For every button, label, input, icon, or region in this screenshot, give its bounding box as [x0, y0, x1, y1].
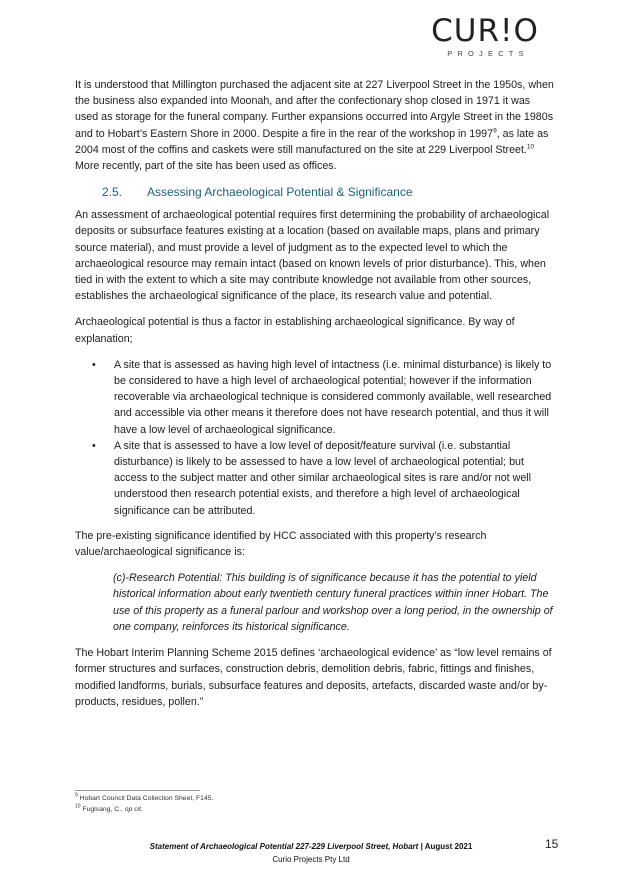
- section-number: 2.5.: [102, 185, 123, 200]
- footnote-ref-9[interactable]: 9: [493, 127, 497, 135]
- footnote-10: $^{10}$ Fuglsang, C., op cit.: [75, 803, 143, 813]
- section-title: Assessing Archaeological Potential & Significance: [147, 185, 413, 200]
- footnote-divider: [75, 790, 200, 791]
- footer-date: August 2021: [424, 842, 473, 851]
- paragraph-potential: Archaeological potential is thus a factor in establishing archaeological significance. By way of explanation;: [75, 316, 515, 345]
- footnote-ref-10[interactable]: 10: [526, 143, 535, 151]
- logo-wordmark: CUR!O: [431, 13, 539, 49]
- page-footer: [0, 840, 622, 866]
- list-item: • A site that is assessed as having high level of intactness (i.e. minimal disturbance) is likely to be considered to have a high level of archaeological potential; however if the information recoverable via archaeological technique is considered commonly available, well researched and accessible via other means it therefore does not have research potential, and thus it will have a low level of archaeological significance.: [92, 358, 552, 436]
- paragraph-history: It is understood that Millington purchased the adjacent site at 227 Liverpool Street in the 1950s, when the business also expanded into Moonah, and after the confectionary shop closed in 1971 it was used as storage for the funeral company. Further expansions occurred into Argyle Street in the 1980s and to Hobart’s Eastern Shore in 2000. Despite a fire in the rear of the workshop in 1997$^9$, as late as 2004 most of the coffins and caskets were still manufactured on the site at 229 Liverpool Street.$^{10}$ More recently, part of the site has been used as offices.: [75, 79, 554, 173]
- section-heading: [102, 184, 556, 200]
- footer-document-title: Statement of Archaeological Potential 227-229 Liverpool Street, Hobart: [149, 842, 419, 851]
- footnote-9: $^9$ Hobart Council Data Collection Sheet, F145.: [75, 792, 214, 802]
- research-potential-quote: (c)-Research Potential: This building is of significance because it has the potential to yield historical information about early twentieth century funeral practices within inner Hobart. The use of this property as a funeral parlour and workshop over a long period, in the ownership of one company, reinforces its historical significance.: [113, 572, 553, 633]
- paragraph-planning-scheme: The Hobart Interim Planning Scheme 2015 defines ‘archaeological evidence’ as “low level remains of former structures and surfaces, construction debris, demolition debris, fabric, fittings and finishes, modified landforms, burials, subsurface features and deposits, artefacts, discarded waste and/or by-products, residues, pollen.”: [75, 647, 552, 708]
- list-item: • A site that is assessed to have a low level of deposit/feature survival (i.e. substantial disturbance) is likely to be assessed to have a low level of archaeological potential; but access to the subject matter and other similar archaeological sites is rare and/or not well understood then research potential exists, and therefore a high level of archaeological significance can be attributed.: [92, 439, 532, 517]
- page-number: 15: [545, 837, 559, 851]
- paragraph-assessment: An assessment of archaeological potential requires first determining the probability of archaeological deposits or subsurface features existing at a location (based on available maps, plans and primary source material), and must provide a level of judgment as to the expected level to which the archaeological resource may remain intact (based on known levels of prior disturbance). This, when tied in with the extent to which a site may contribute knowledge not available from other sources, establishes the archaeological significance of the place, its research value and potential.: [75, 209, 550, 303]
- footnotes: [75, 794, 213, 815]
- logo-subtitle: PROJECTS: [447, 49, 529, 58]
- paragraph-hcc: The pre-existing significance identified by HCC associated with this property’s research value/archaeological significance is:: [75, 529, 487, 559]
- page-body: [75, 77, 556, 720]
- bullet-icon: •: [92, 358, 96, 371]
- footer-company: Curio Projects Pty Ltd: [272, 855, 350, 864]
- curio-projects-logo: [430, 15, 540, 58]
- bullet-list: [75, 357, 556, 519]
- footer-separator: |: [418, 842, 425, 851]
- bullet-icon: •: [92, 439, 96, 452]
